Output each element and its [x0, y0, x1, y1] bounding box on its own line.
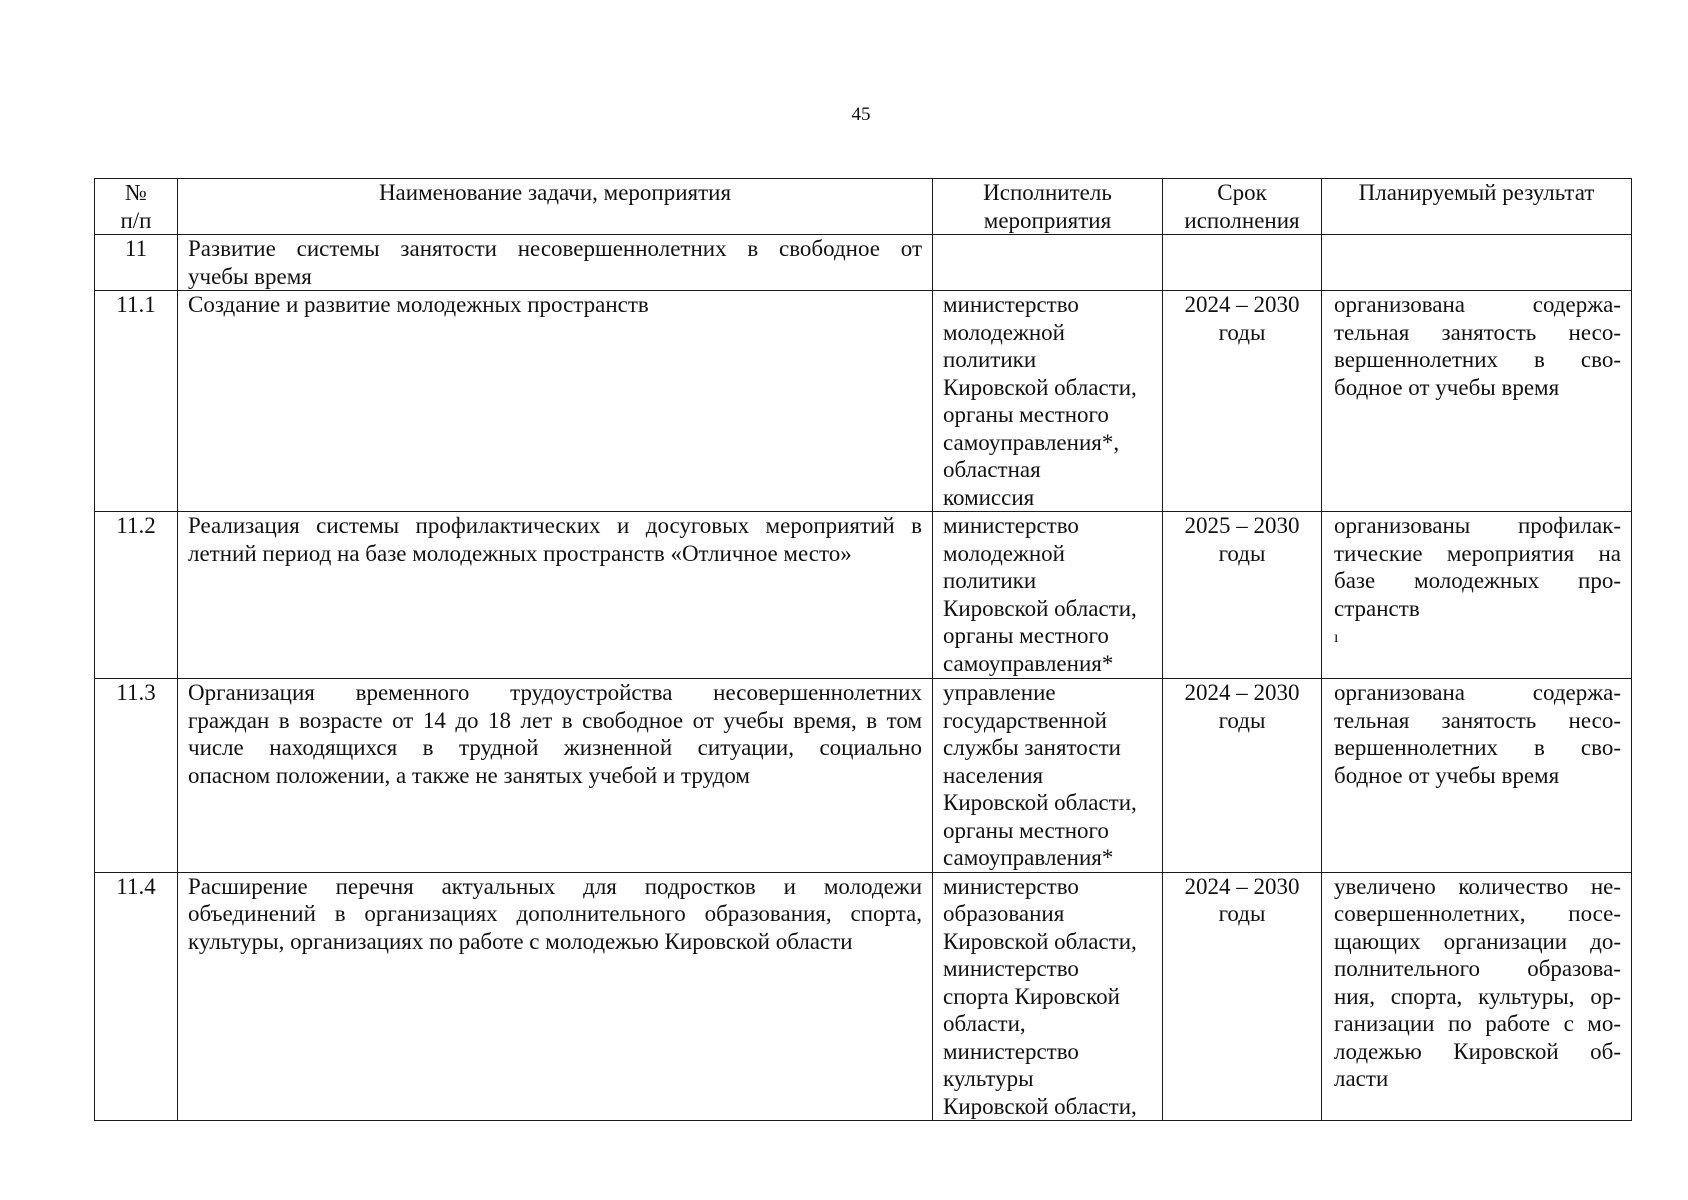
table-row	[95, 291, 1632, 512]
result-line: организована содержа-	[1334, 680, 1621, 705]
row-result	[1322, 512, 1632, 679]
result-line: тельная занятость несо-	[1334, 319, 1621, 345]
header-executor-line: мероприятия	[983, 207, 1112, 233]
name-line: Реализация системы профилактических и досуговых мероприятий в	[188, 513, 922, 538]
result-line: тельная занятость несо-	[1334, 707, 1621, 733]
executor-line: самоуправления*	[943, 650, 1114, 676]
term-line: 2024 – 2030	[1184, 292, 1300, 317]
executor-line: областная	[943, 457, 1041, 482]
header-result	[1322, 179, 1632, 235]
executor-line: населения	[943, 762, 1044, 788]
executor-line: молодежной	[943, 319, 1065, 345]
name-line: опасном положении, а также не занятых учебой и трудом	[188, 762, 750, 788]
name-line: Организация временного трудоустройства несовершеннолетних	[188, 680, 922, 705]
result-line: ния, спорта, культуры, ор-	[1334, 983, 1621, 1009]
name-line: объединений в организациях дополнительного образования, спорта,	[188, 901, 922, 926]
executor-line: министерство	[943, 1038, 1079, 1064]
header-name	[178, 179, 933, 235]
result-line: щающих организации до-	[1334, 928, 1621, 954]
result-line: совершеннолетних, посе-	[1334, 901, 1621, 926]
row-term	[1163, 872, 1322, 1121]
row-name	[178, 512, 933, 679]
result-line: увеличено количество не-	[1334, 873, 1621, 899]
executor-line: органы местного	[943, 402, 1109, 427]
executor-line: культуры	[943, 1066, 1034, 1091]
row-executor	[933, 679, 1163, 873]
header-num-line: п/п	[120, 207, 152, 233]
row-result	[1322, 235, 1632, 291]
executor-line: самоуправления*,	[943, 429, 1120, 455]
row-executor	[933, 512, 1163, 679]
executor-line: образования	[943, 901, 1065, 926]
row-num: 11.2	[95, 512, 178, 679]
row-result	[1322, 291, 1632, 512]
header-num	[95, 179, 178, 235]
row-name: Создание и развитие молодежных пространств	[178, 291, 933, 512]
executor-line: министерство	[943, 873, 1079, 899]
row-name	[178, 235, 933, 291]
row-num: 11.1	[95, 291, 178, 512]
executor-line: области,	[943, 1011, 1026, 1036]
result-line: бодное от учебы время	[1334, 374, 1560, 400]
executor-line: Кировской области,	[943, 374, 1137, 400]
executor-line: молодежной	[943, 540, 1065, 566]
row-name	[178, 872, 933, 1121]
stray-mark: ı	[1334, 629, 1339, 646]
executor-line: комиссия	[943, 484, 1035, 510]
term-line: годы	[1218, 901, 1266, 926]
row-term	[1163, 235, 1322, 291]
row-num: 11	[95, 235, 178, 291]
row-num: 11.3	[95, 679, 178, 873]
result-line: полнительного образова-	[1334, 956, 1621, 981]
row-num: 11.4	[95, 872, 178, 1121]
executor-line: политики	[943, 347, 1037, 372]
measures-table	[94, 178, 1632, 1121]
executor-line: самоуправления*	[943, 845, 1114, 870]
term-line: 2024 – 2030	[1184, 873, 1300, 899]
executor-line: органы местного	[943, 623, 1109, 648]
result-line: вершеннолетних в сво-	[1334, 735, 1621, 760]
executor-line: политики	[943, 568, 1037, 593]
executor-line: Кировской области,	[943, 595, 1137, 621]
result-line: странств	[1334, 595, 1420, 621]
result-line: ганизации по работе с мо-	[1334, 1011, 1621, 1036]
result-line: базе молодежных про-	[1334, 568, 1621, 593]
row-term	[1163, 512, 1322, 679]
name-line: летний период на базе молодежных пространств «Отличное место»	[188, 540, 852, 566]
row-term	[1163, 291, 1322, 512]
table-row	[95, 679, 1632, 873]
name-line: числе находящихся в трудной жизненной ситуации, социально	[188, 735, 922, 760]
result-line: лодежью Кировской об-	[1334, 1038, 1621, 1064]
term-line: годы	[1218, 707, 1266, 733]
term-line: годы	[1218, 540, 1266, 566]
executor-line: Кировской области,	[943, 1093, 1137, 1119]
term-line: 2024 – 2030	[1184, 680, 1300, 705]
name-line: культуры, организациях по работе с молодежью Кировской области	[188, 928, 853, 954]
executor-line: Кировской области,	[943, 928, 1137, 954]
header-term-line: исполнения	[1184, 207, 1300, 233]
page-number: 45	[851, 104, 871, 125]
table-row	[95, 512, 1632, 679]
table-row	[95, 872, 1632, 1121]
header-executor-line: Исполнитель	[983, 180, 1112, 205]
executor-line: службы занятости	[943, 735, 1121, 760]
result-line: организована содержа-	[1334, 292, 1621, 317]
row-term	[1163, 679, 1322, 873]
executor-line: Кировской области,	[943, 790, 1137, 815]
row-executor	[933, 872, 1163, 1121]
result-line: бодное от учебы время	[1334, 762, 1560, 788]
executor-line: управление	[943, 680, 1056, 705]
table-row	[95, 235, 1632, 291]
executor-line: государственной	[943, 707, 1107, 733]
executor-line: спорта Кировской	[943, 983, 1120, 1009]
header-name-text: Наименование задачи, мероприятия	[378, 180, 732, 205]
result-line: вершеннолетних в сво-	[1334, 347, 1621, 372]
name-line: граждан в возрасте от 14 до 18 лет в свободное от учебы время, в том	[188, 707, 922, 733]
executor-line: министерство	[943, 292, 1079, 317]
row-result	[1322, 679, 1632, 873]
executor-line: министерство	[943, 956, 1079, 981]
name-line: Развитие системы занятости несовершеннолетних в свободное от	[188, 236, 922, 261]
header-term-line: Срок	[1217, 180, 1267, 205]
executor-line: органы местного	[943, 817, 1109, 843]
row-name	[178, 679, 933, 873]
name-line: Расширение перечня актуальных для подростков и молодежи	[188, 873, 922, 899]
name-line: учебы время	[188, 263, 312, 289]
term-line: 2025 – 2030	[1184, 513, 1300, 538]
result-line: тические мероприятия на	[1334, 540, 1621, 566]
result-line: организованы профилак-	[1334, 513, 1621, 538]
executor-line: министерство	[943, 513, 1079, 538]
row-executor	[933, 291, 1163, 512]
header-term	[1163, 179, 1322, 235]
table-header-row	[95, 179, 1632, 235]
header-executor	[933, 179, 1163, 235]
row-result	[1322, 872, 1632, 1121]
result-line: ласти	[1334, 1066, 1389, 1091]
header-result-text: Планируемый результат	[1358, 180, 1595, 205]
row-executor	[933, 235, 1163, 291]
term-line: годы	[1218, 319, 1266, 345]
header-num-line: №	[125, 180, 147, 205]
